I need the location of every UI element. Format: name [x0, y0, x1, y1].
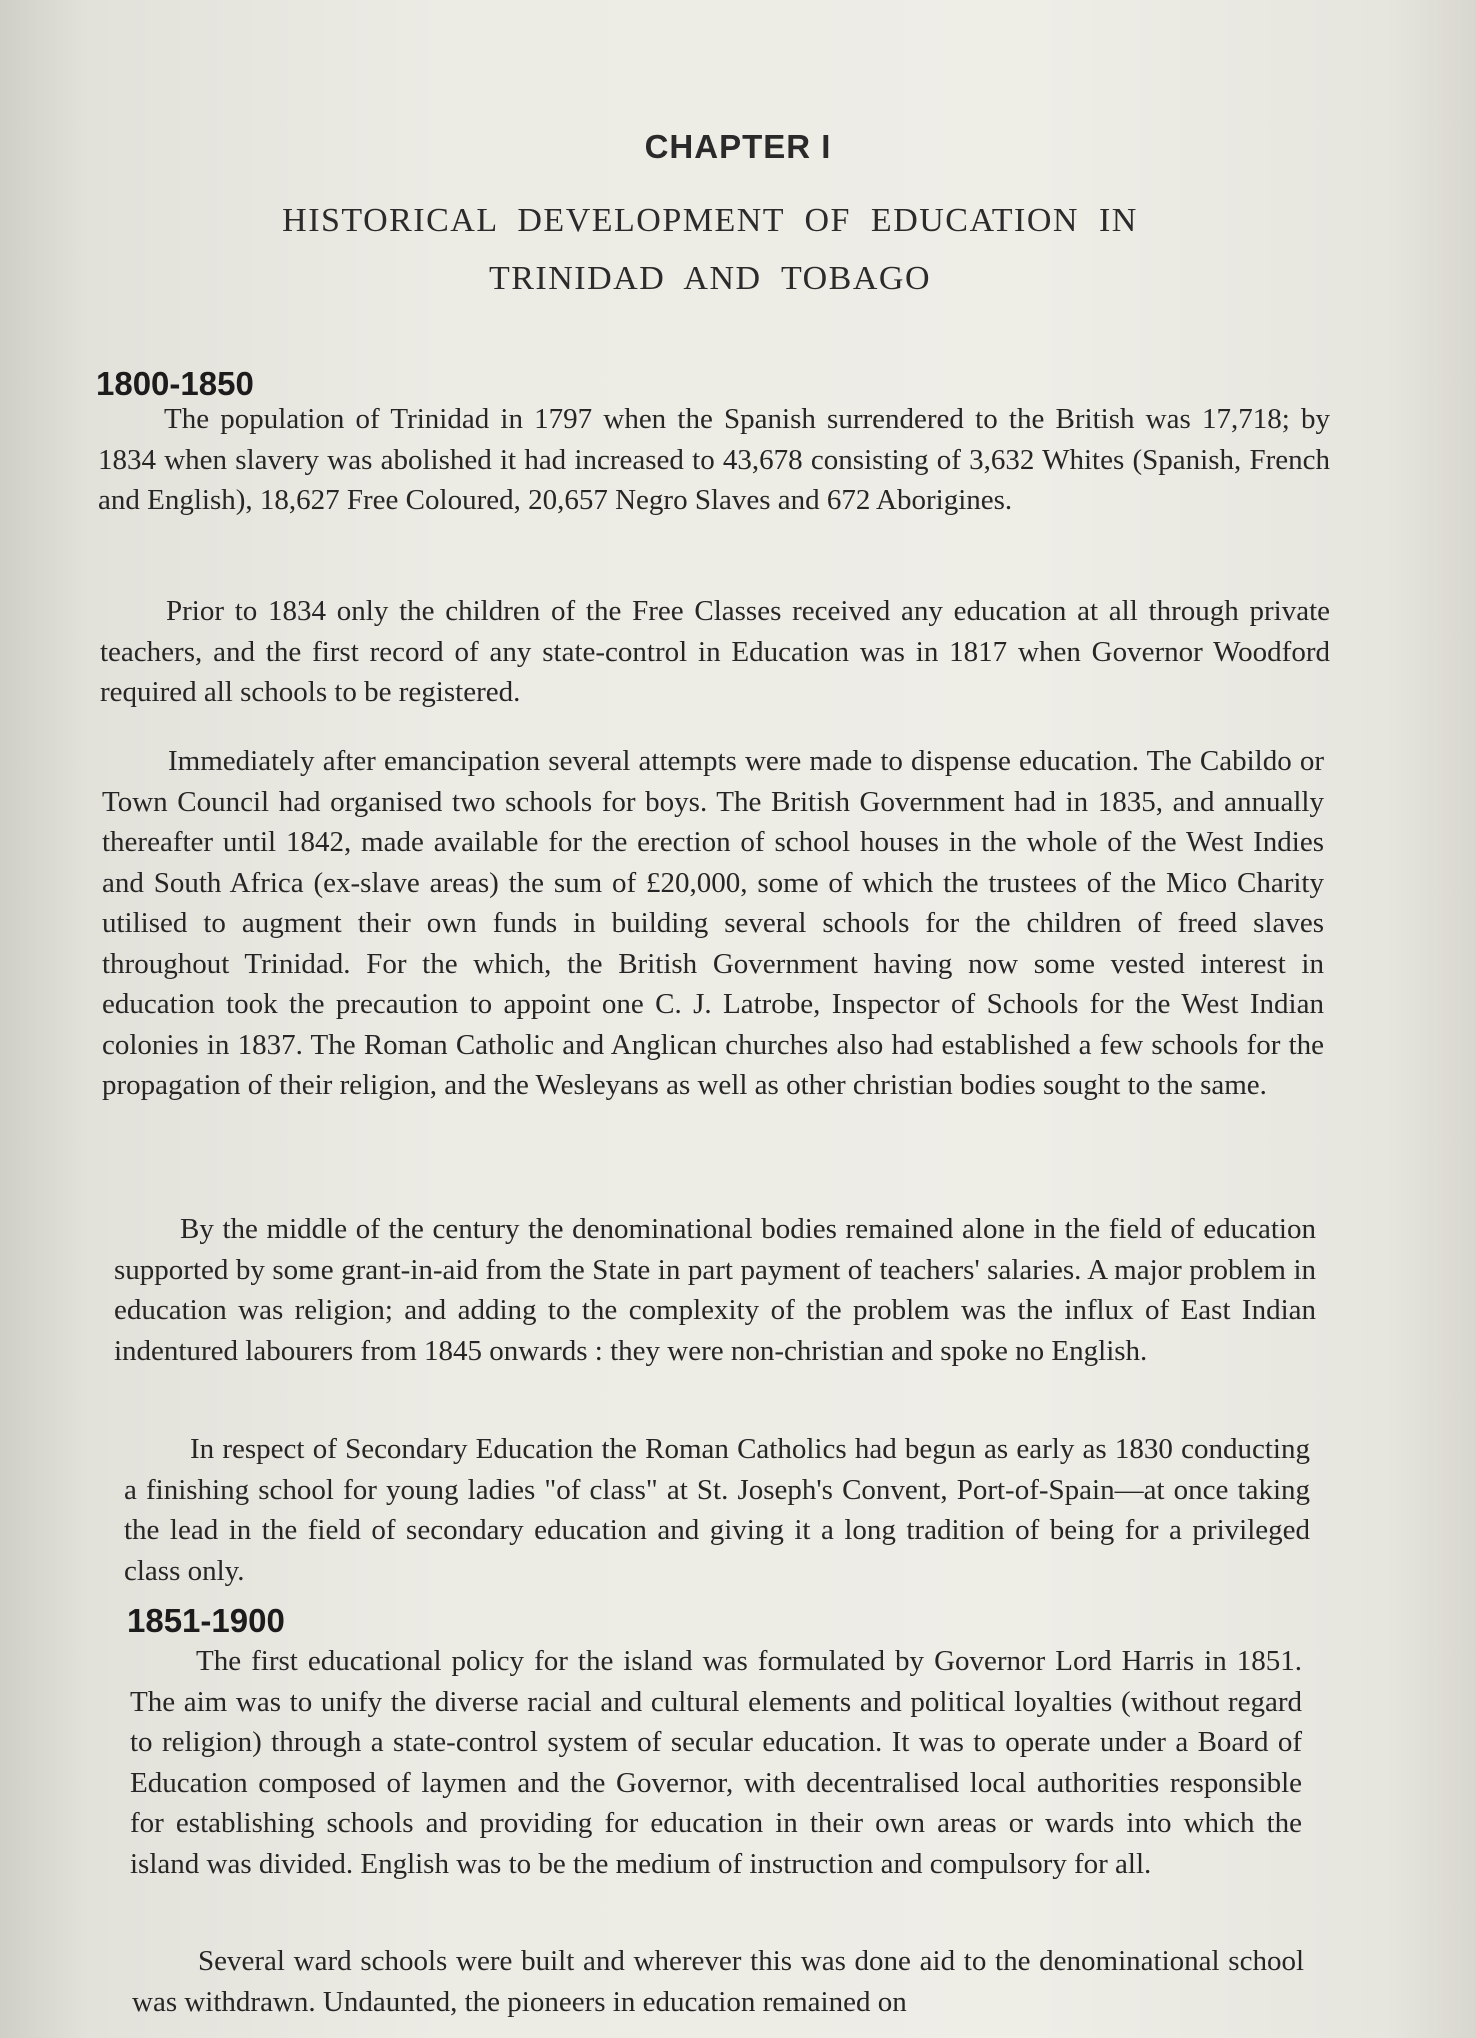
paragraph: The population of Trinidad in 1797 when the Spanish surrendered to the British was 17,718; by 1834 when slavery was abolished it had increased to 43,678 consisting of 3,632 Whites (Spanish, French and English), 18,627 Free Coloured, 20,657 Negro Slaves and 672 Aborigines.	[98, 403, 1330, 516]
chapter-title-line: TRINIDAD AND TOBAGO	[488, 260, 932, 297]
section-heading-1800-1850: 1800-1850	[96, 365, 254, 402]
section-heading-1851-1900: 1851-1900	[127, 1602, 285, 1639]
chapter-title	[240, 192, 1180, 308]
paragraph: Immediately after emancipation several attempts were made to dispense education. The Cabildo or Town Council had organised two schools for boys. The British Government had in 1835, and annually thereafter until 1842, made available for the erection of school houses in the whole of the West Indies and South Africa (ex-slave areas) the sum of £20,000, some of which the trustees of the Mico Charity utilised to augment their own funds in building several schools for the children of freed slaves throughout Trinidad. For the which, the British Government having now some vested interest in education took the precaution to appoint one C. J. Latrobe, Inspector of Schools for the West Indian colonies in 1837. The Roman Catholic and Anglican churches also had established a few schools for the propagation of their religion, and the Wesleyans as well as other christian bodies sought to the same.	[102, 745, 1324, 1101]
paragraph: Prior to 1834 only the children of the Free Classes received any education at all through private teachers, and the first record of any state-control in Education was in 1817 when Governor Woodford required all schools to be registered.	[100, 595, 1330, 708]
paragraph: By the middle of the century the denominational bodies remained alone in the field of education supported by some grant-in-aid from the State in part payment of teachers' salaries. A major problem in education was religion; and adding to the complexity of the problem was the influx of East Indian indentured labourers from 1845 onwards : they were non-christian and spoke no English.	[114, 1213, 1316, 1367]
paragraph: Several ward schools were built and wherever this was done aid to the denominational school was withdrawn. Undaunted, the pioneers in education remained on	[132, 1945, 1304, 2018]
chapter-title-line: HISTORICAL DEVELOPMENT OF EDUCATION IN	[282, 202, 1138, 239]
chapter-label: CHAPTER I	[644, 128, 832, 165]
paragraph: The first educational policy for the island was formulated by Governor Lord Harris in 1851. The aim was to unify the diverse racial and cultural elements and political loyalties (without regard to religion) through a state-control system of secular education. It was to operate under a Board of Education composed of laymen and the Governor, with decentralised local authorities responsible for establishing schools and providing for education in their own areas or wards into which the island was divided. English was to be the medium of instruction and compulsory for all.	[130, 1645, 1302, 1880]
paragraph: In respect of Secondary Education the Roman Catholics had begun as early as 1830 conducting a finishing school for young ladies "of class" at St. Joseph's Convent, Port-of-Spain—at once taking the lead in the field of secondary education and giving it a long tradition of being for a privileged class only.	[124, 1433, 1310, 1587]
